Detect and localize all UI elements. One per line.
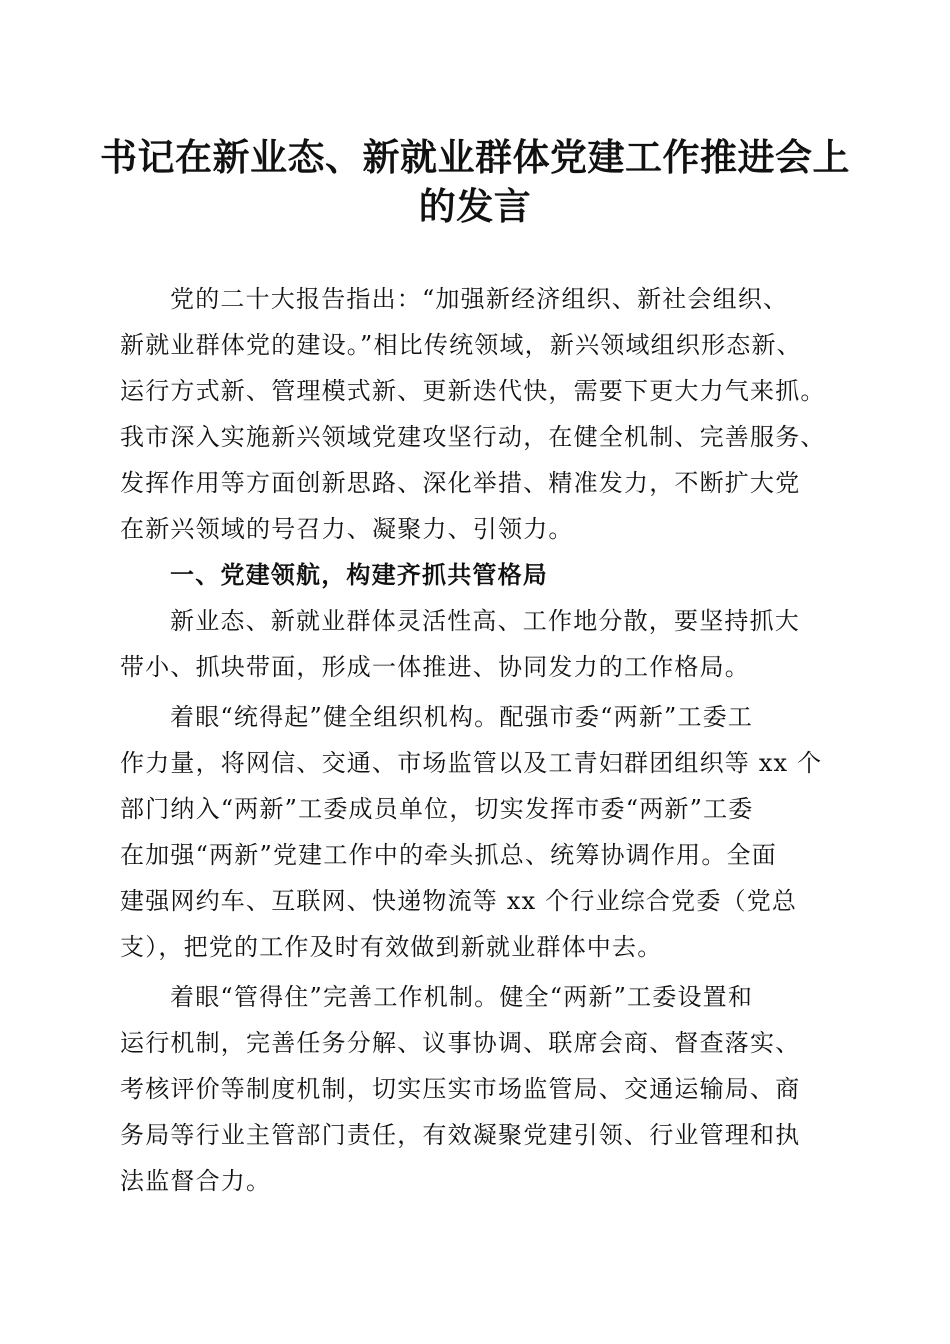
text-line: 法监督合力。 (120, 1167, 272, 1195)
text-line: 支），把党的工作及时有效做到新就业群体中去。 (120, 933, 663, 961)
text-line: 带小、抓块带面，形成一体推进、协同发力的工作格局。 (120, 653, 750, 681)
text-line: 着眼“管得住”完善工作机制。健全“两新”工委设置和 (170, 983, 754, 1011)
paragraph-section-intro (120, 598, 840, 690)
text-line: 作力量，将网信、交通、市场监管以及工青妇群团组织等 xx 个 (120, 749, 823, 777)
title-line-1: 书记在新业态、新就业群体党建工作推进会上 (100, 135, 850, 179)
text-line: 在加强“两新”党建工作中的牵头抓总、统筹协调作用。全面 (120, 841, 777, 869)
paragraph-mechanism (120, 974, 840, 1204)
text-line: 考核评价等制度机制，切实压实市场监管局、交通运输局、商 (120, 1075, 801, 1103)
paragraph-intro (120, 276, 840, 552)
paragraph-organization (120, 694, 840, 970)
text-line: 我市深入实施新兴领域党建攻坚行动，在健全机制、完善服务、 (120, 423, 826, 451)
text-line: 运行机制，完善任务分解、议事协调、联席会商、督查落实、 (120, 1029, 801, 1057)
title-line-2: 的发言 (418, 184, 532, 228)
text-line: 运行方式新、管理模式新、更新迭代快，需要下更大力气来抓。 (120, 377, 826, 405)
section-heading: 一、党建领航，构建齐抓共管格局 (170, 561, 548, 589)
text-line: 发挥作用等方面创新思路、深化举措、精准发力，不断扩大党 (120, 469, 801, 497)
text-line: 务局等行业主管部门责任，有效凝聚党建引领、行业管理和执 (120, 1121, 801, 1149)
text-line: 新就业群体党的建设。”相比传统领域，新兴领域组织形态新、 (120, 331, 802, 359)
text-line: 建强网约车、互联网、快递物流等 xx 个行业综合党委（党总 (120, 887, 798, 915)
text-line: 在新兴领域的号召力、凝聚力、引领力。 (120, 515, 574, 543)
text-line: 党的二十大报告指出：“加强新经济组织、新社会组织、 (170, 285, 789, 313)
text-line: 新业态、新就业群体灵活性高、工作地分散，要坚持抓大 (170, 607, 800, 635)
text-line: 着眼“统得起”健全组织机构。配强市委“两新”工委工 (170, 703, 754, 731)
document-title (0, 133, 950, 231)
text-line: 部门纳入“两新”工委成员单位，切实发挥市委“两新”工委 (120, 795, 754, 823)
document-body (120, 276, 840, 1204)
